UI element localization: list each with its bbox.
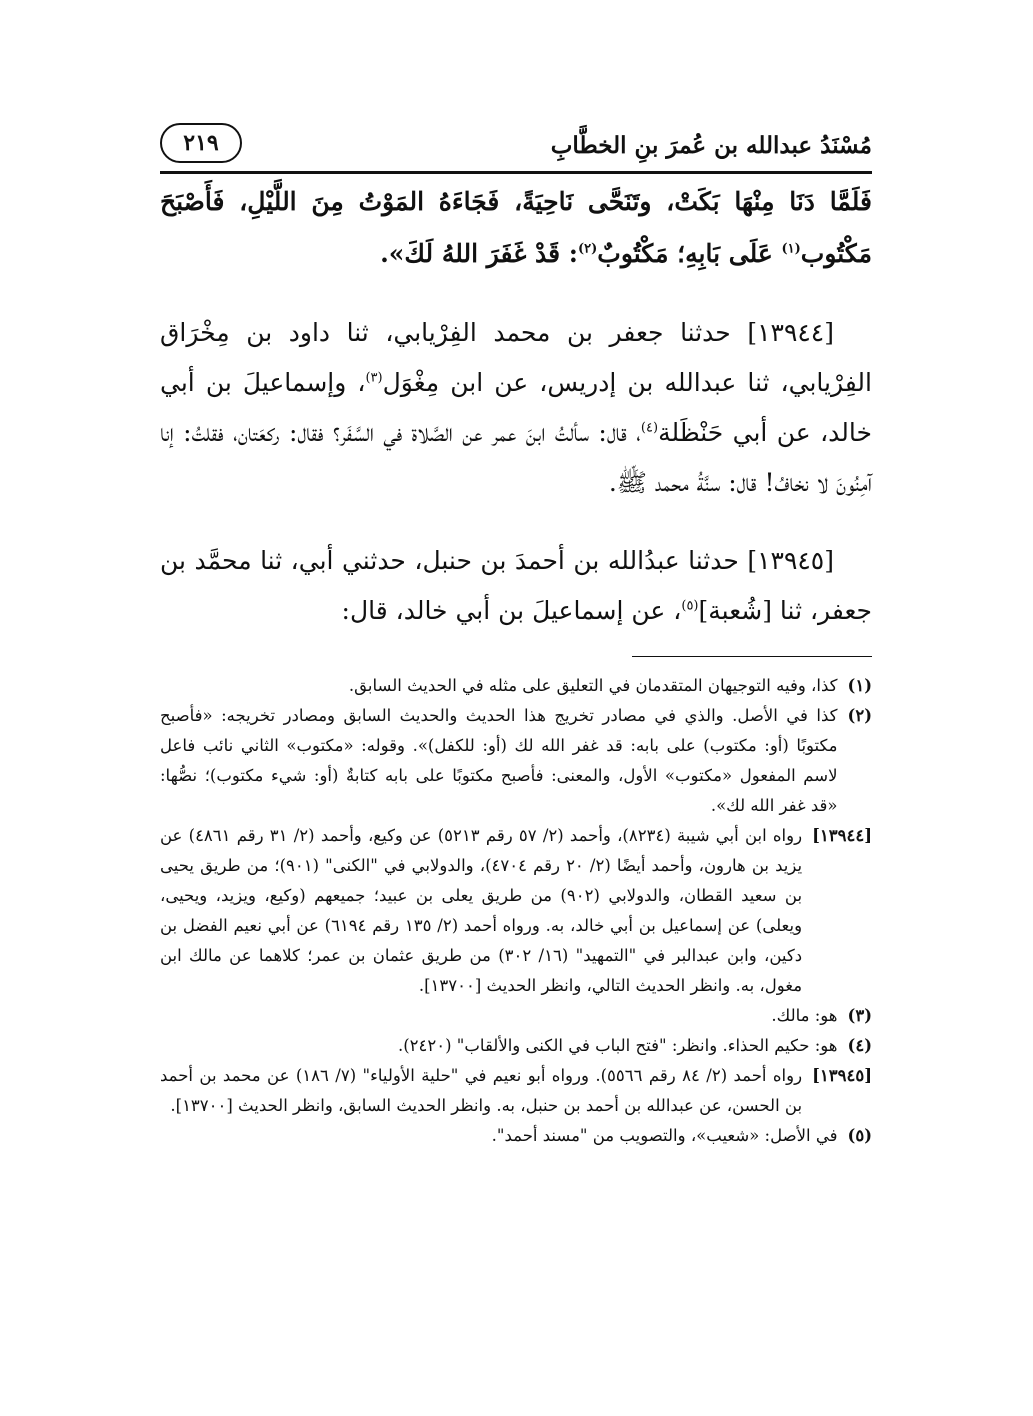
- footnote-text: رواه ابن أبي شيبة (٨٢٣٤)، وأحمد (٢/ ٥٧ رقم ٥٢١٣) عن وكيع، وأحمد (٢/ ٣١ رقم ٤٨٦١) عن يزيد بن هارون، وأحمد أيضًا (٢/ ٢٠ رقم ٤٧٠٤)، والدولابي في "الكنى" (٩٠١)؛ من طريق يحيى بن سعيد القطان، والدولابي (٩٠٢) من طريق يعلى بن عبيد؛ جميعهم (وكيع، ويزيد، ويحيى، ويعلى) عن إسماعيل بن أبي خالد، به. ورواه أحمد (٢/ ١٣٥ رقم ٦١٩٤) عن أبي نعيم الفضل بن دكين، وابن عبدالبر في "التمهيد" (١٦/ ٣٠٢) من طريق عثمان بن عمر؛ كلاهما عن مالك ابن مغول، به. وانظر الحديث التالي، وانظر الحديث [١٣٧٠٠].: [160, 826, 803, 995]
- text-span: فَلَمَّا دَنَا مِنْهَا بَكَتْ، وتَنَحَّى نَاحِيَةً، فَجَاءَهُ المَوْتُ مِنَ اللَّيْلِ، فَأَصْبَحَ مَكْتُوب: [160, 187, 872, 268]
- book-page: [160, 118, 872, 1398]
- text-span: [١٣٩٤٤] حدثنا جعفر بن محمد الفِرْيابي، ثنا داود بن مِخْرَاق الفِرْيابي، ثنا عبدالله بن إدريس، عن ابن مِغْوَل: [160, 318, 872, 397]
- footnote-item: [160, 1001, 872, 1031]
- footnote-mark: (٥): [847, 1126, 872, 1145]
- running-title: مُسْنَدُ عبدالله بن عُمرَ بنِ الخطَّابِ: [550, 132, 872, 159]
- footnote-ref[interactable]: (٥): [681, 598, 699, 614]
- footnote-item: [160, 821, 872, 1001]
- footnotes: [160, 671, 872, 1151]
- footnote-ref[interactable]: (٣): [365, 370, 383, 386]
- text-span: عَلَى بَابِهِ؛ مَكْتُوبٌ: [597, 239, 782, 268]
- hadith-13944: [160, 308, 872, 508]
- text-span: ، عن إسماعيلَ بن أبي خالد، قال:: [341, 596, 682, 625]
- main-text: [160, 176, 872, 636]
- footnote-ref[interactable]: (١): [781, 241, 801, 257]
- text-span: : قَدْ غَفَرَ اللهُ لَكَ».: [380, 239, 578, 268]
- footnote-item: [160, 671, 872, 701]
- footnote-item: [160, 701, 872, 821]
- page-header: [160, 118, 872, 176]
- text-span: ، قال: سألتُ ابنَ عمر عن الصَّلاة في السَّفَر؟ فقال: ركعَتان، فقلتُ: إنا آمِنُونَ لا نخافُ! قال: سنَّةُ محمد ﷺ.: [160, 418, 872, 497]
- footnote-item: [160, 1121, 872, 1151]
- footnote-text: كذا، وفيه التوجيهان المتقدمان في التعليق على مثله في الحديث السابق.: [348, 676, 838, 695]
- hadith-13945: [160, 536, 872, 636]
- footnote-separator: [632, 656, 872, 657]
- footnote-ref[interactable]: (٤): [640, 420, 659, 436]
- text-span: ، وإسماعيلَ بن أبي خالد، عن أبي حَنْظَلة: [160, 368, 872, 447]
- page-number: ٢١٩: [160, 123, 242, 163]
- footnote-text: كذا في الأصل. والذي في مصادر تخريج هذا الحديث والحديث السابق ومصادر تخريجه: «فأصبح مكتوبًا (أو: مكتوب) على بابه: قد غفر الله لك (أو: للكفل)». وقوله: «مكتوب» الثاني نائب فاعل لاسم المفعول «مكتوب» الأول، والمعنى: فأصبح مكتوبًا على بابه كتابةٌ (أو: شيء مكتوب)؛ نصُّها: «قد غفر الله لك».: [160, 706, 838, 815]
- footnote-mark: [١٣٩٤٤]: [812, 826, 872, 845]
- footnote-mark: [١٣٩٤٥]: [812, 1066, 872, 1085]
- footnote-ref[interactable]: (٢): [577, 241, 598, 257]
- text-span: [١٣٩٤٥] حدثنا عبدُالله بن أحمدَ بن حنبل، حدثني أبي، ثنا محمَّد بن جعفر، ثنا [شُعبة]: [160, 546, 872, 625]
- paragraph-continuation: [160, 176, 872, 280]
- footnote-mark: (٢): [847, 706, 872, 725]
- footnote-text: هو: حكيم الحذاء. وانظر: "فتح الباب في الكنى والألقاب" (٢٤٢٠).: [397, 1036, 838, 1055]
- footnote-mark: (١): [847, 676, 872, 695]
- footnote-text: رواه أحمد (٢/ ٨٤ رقم ٥٥٦٦). ورواه أبو نعيم في "حلية الأولياء" (٧/ ١٨٦) عن محمد بن أحمد بن الحسن، عن عبدالله بن أحمد بن حنبل، به. وانظر الحديث السابق، وانظر الحديث [١٣٧٠٠].: [160, 1066, 803, 1115]
- footnote-mark: (٣): [847, 1006, 872, 1025]
- footnote-item: [160, 1031, 872, 1061]
- header-rule: [160, 171, 872, 174]
- footnote-text: في الأصل: «شعيب»، والتصويب من "مسند أحمد".: [491, 1126, 838, 1145]
- footnote-item: [160, 1061, 872, 1121]
- footnote-mark: (٤): [847, 1036, 872, 1055]
- footnote-text: هو: مالك.: [771, 1006, 838, 1025]
